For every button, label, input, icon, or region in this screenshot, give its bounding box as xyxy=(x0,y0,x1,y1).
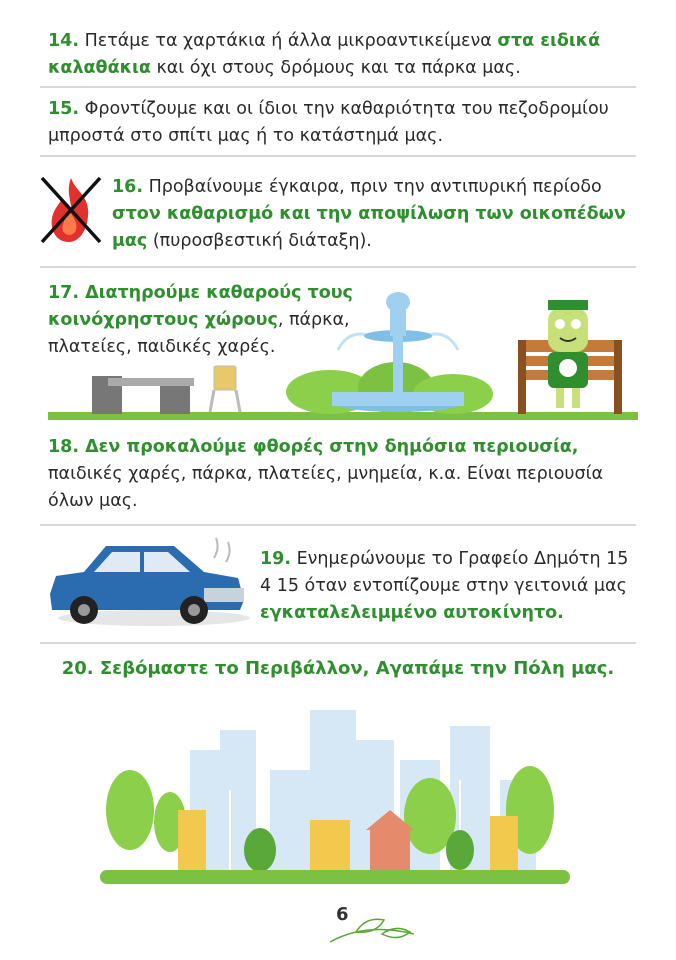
park-illustration xyxy=(48,280,648,425)
highlighted-text: στον καθαρισμό και την αποψίλωση των οικοπέδων μας xyxy=(112,204,626,251)
highlighted-text: στα ειδικά καλαθάκια xyxy=(48,31,601,78)
footer-title: 20. Σεβόμαστε το Περιβάλλον, Αγαπάμε την Πόλη μας. xyxy=(61,658,615,679)
item-number: 14. xyxy=(48,31,80,51)
item-text: Προβαίνουμε έγκαιρα, πριν την αντιπυρική περίοδο xyxy=(143,177,602,197)
item-16 xyxy=(112,174,636,255)
item-text: και όχι στους δρόμους και τα πάρκα μας. xyxy=(150,58,521,78)
item-number: 16. xyxy=(112,177,144,197)
highlighted-text: Διατηρούμε καθαρούς τους κοινόχρηστους χώρους xyxy=(48,283,353,330)
divider xyxy=(40,642,636,644)
item-text: (πυροσβεστική διάταξη). xyxy=(147,231,372,251)
item-number: 19. xyxy=(260,549,292,569)
page-number: 6 xyxy=(336,904,349,925)
mascot-icon xyxy=(548,300,588,408)
picnic-table-icon xyxy=(92,376,194,414)
no-fire-icon xyxy=(38,172,104,248)
item-text: Πετάμε τα χαρτάκια ή άλλα μικροαντικείμενα xyxy=(79,31,498,51)
item-number: 18. xyxy=(48,437,80,457)
divider xyxy=(40,155,636,157)
highlighted-text: Δεν προκαλούμε φθορές στην δημόσια περιουσία, xyxy=(79,437,579,457)
green-city-illustration xyxy=(100,690,580,890)
divider xyxy=(40,524,636,526)
divider xyxy=(40,266,636,268)
item-text: Ενημερώνουμε το Γραφείο Δημότη 15 4 15 όταν εντοπίζουμε στην γειτονιά μας xyxy=(260,549,629,596)
divider xyxy=(40,86,636,88)
item-18 xyxy=(48,434,636,515)
item-number: 17. xyxy=(48,283,80,303)
highlighted-text: εγκαταλελειμμένο αυτοκίνητο. xyxy=(260,603,564,623)
item-text: Φροντίζουμε και οι ίδιοι την καθαριότητα του πεζοδρομίου μπροστά στο σπίτι μας ή το κατάστημά μας. xyxy=(48,99,609,146)
chair-icon xyxy=(210,366,240,412)
item-text: , πάρκα, πλατείες, παιδικές χαρές. xyxy=(48,310,350,357)
item-number: 15. xyxy=(48,99,80,119)
item-15 xyxy=(48,96,636,150)
leaf-icon xyxy=(326,912,418,948)
item-text: παιδικές χαρές, πάρκα, πλατείες, μνημεία, κ.α. Είναι περιουσία όλων μας. xyxy=(48,464,604,511)
fountain-icon xyxy=(332,292,464,412)
item-14 xyxy=(48,28,636,82)
abandoned-car-icon xyxy=(44,538,254,628)
item-19 xyxy=(260,546,636,627)
